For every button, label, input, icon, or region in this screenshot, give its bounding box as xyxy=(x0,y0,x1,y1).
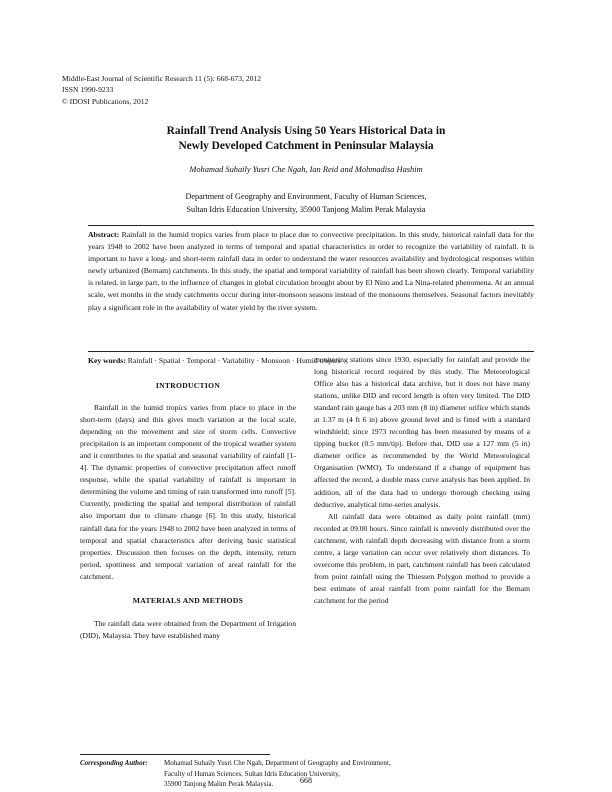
keywords-text: Rainfall · Spatial · Temporal · Variability · Monsoon · Humid tropics xyxy=(125,356,341,365)
right-column xyxy=(314,354,530,607)
title-line-1: Rainfall Trend Analysis Using 50 Years Historical Data in xyxy=(166,125,446,137)
keywords-label: Key words: xyxy=(88,356,126,365)
paper-affiliation xyxy=(60,191,552,216)
abstract-block xyxy=(88,229,534,314)
page-number: 668 xyxy=(300,776,312,785)
journal-header xyxy=(62,73,261,107)
abstract-top-rule xyxy=(88,225,534,226)
footnote-line-3: 35900 Tanjong Malim Perak Malaysia. xyxy=(164,780,274,788)
title-line-2: Newly Developed Catchment in Peninsular Malaysia xyxy=(178,140,434,152)
footnote-rule xyxy=(80,754,270,755)
footnote-line-2: Faculty of Human Sciences, Sultan Idris Education University, xyxy=(164,769,340,778)
affiliation-line-1: Department of Geography and Environment, Faculty of Human Sciences, xyxy=(185,192,427,201)
paper-title xyxy=(60,124,552,154)
journal-publisher: © IDOSI Publications, 2012 xyxy=(62,96,149,106)
methods-paragraph-continued: monitoring stations since 1930, especially for rainfall and provide the long historical record required by this study. The Meteorological Office also has a historical data archive, but it does not have many stations, unlike DID and record length is often very limited. The DID standard rain gauge has a 203 mm (8 in) diameter orifice which stands at 1.37 m (4 ft 6 in) above ground level and is fitted with a standard windshield; since 1973 recording has been measured by means of a tipping bucket (0.5 mm/tip). Before that, DID use a 127 mm (5 in) diameter orifice as recommended by the World Meteorological Organisation (WMO). To understand if a change of equipment has affected the record, a double mass curve analysis has been applied. In addition, all of the data had to undergo thorough checking using deductive, analytical time-series analysis. xyxy=(314,355,530,509)
methods-heading: MATERIALS AND METHODS xyxy=(132,595,244,605)
left-column xyxy=(80,380,296,642)
footnote-line-1: Mohamad Suhaily Yusri Che Ngah, Department of Geography and Environment, xyxy=(164,759,391,767)
introduction-paragraph: Rainfall in the humid tropics varies from place to place in the short-term (days) and this gives much variation at the local scale, depending on the movement and size of storm cells. Convective precipitation is an important component of the tropical weather system and it contributes to the spatial and seasonal variability of rainfall [1-4]. The dynamic properties of convective precipitation affect runoff response, while the spatial variability of rainfall is important in determining the volume and timing of rain transformed into runoff [5]. Currently, predicting the spatial and temporal distribution of rainfall also important due to climate change [6]. In this study, historical rainfall data for the years 1948 to 2002 have been analyzed in terms of temporal and spatial characteristics after deriving basic statistical properties. Discussion then focuses on the depth, intensity, return period, spottiness and temporal variation of areal rainfall for the catchment. xyxy=(80,403,296,581)
affiliation-line-2: Sultan Idris Education University, 35900 Tanjong Malim Perak Malaysia xyxy=(186,204,426,214)
journal-issn: ISSN 1990-9233 xyxy=(62,85,114,95)
abstract-bottom-rule xyxy=(88,351,534,352)
rainfall-data-paragraph: All rainfall data were obtained as daily point rainfall (mm) recorded at 09.00 hours. Since rainfall is unevenly distributed over the catchment, with rainfall depth decreasing with distance from a storm centre, a large variation can occur over relatively short distances. To overcome this problem, in part, catchment rainfall has been calculated from point rainfall using the Thiessen Polygon method to provide a best estimate of areal rainfall from point rainfall for the Bernam catchment for the period xyxy=(314,511,530,605)
abstract-text: Rainfall in the humid tropics varies from place to place due to convective precipitation. In this study, historical rainfall data for the years 1948 to 2002 have been analyzed in terms of temporal and spatial characteristics in order to recognize the variability of rainfall. It is important to have a long- and short-term rainfall data in order to understand the water resources availability and hydrological responses within newly urbanized (Bernam) catchments. In this study, the spatial and temporal variability of rainfall has been shown clearly. Temporal variability is related, in large part, to the influence of changes in global circulation brought about by El Nino and La Nina-related phenomena. At an annual scale, wet months in the study catchments occur during inter-monsoon seasons instead of the monsoons themselves. Seasonal factors inevitably play a significant role in the availability of water yield by the river system. xyxy=(88,230,534,312)
journal-citation: Middle-East Journal of Scientific Research 11 (5): 668-673, 2012 xyxy=(62,74,262,83)
footnote-label: Corresponding Author: xyxy=(80,759,148,767)
abstract-label: Abstract: xyxy=(88,230,120,239)
methods-paragraph: The rainfall data were obtained from the Department of Irrigation (DID), Malaysia. They have established many xyxy=(80,618,296,640)
introduction-heading: INTRODUCTION xyxy=(155,381,221,390)
paper-authors: Mohamad Suhaily Yusri Che Ngah, Ian Reid and Mohmadisa Hashim xyxy=(189,165,423,174)
